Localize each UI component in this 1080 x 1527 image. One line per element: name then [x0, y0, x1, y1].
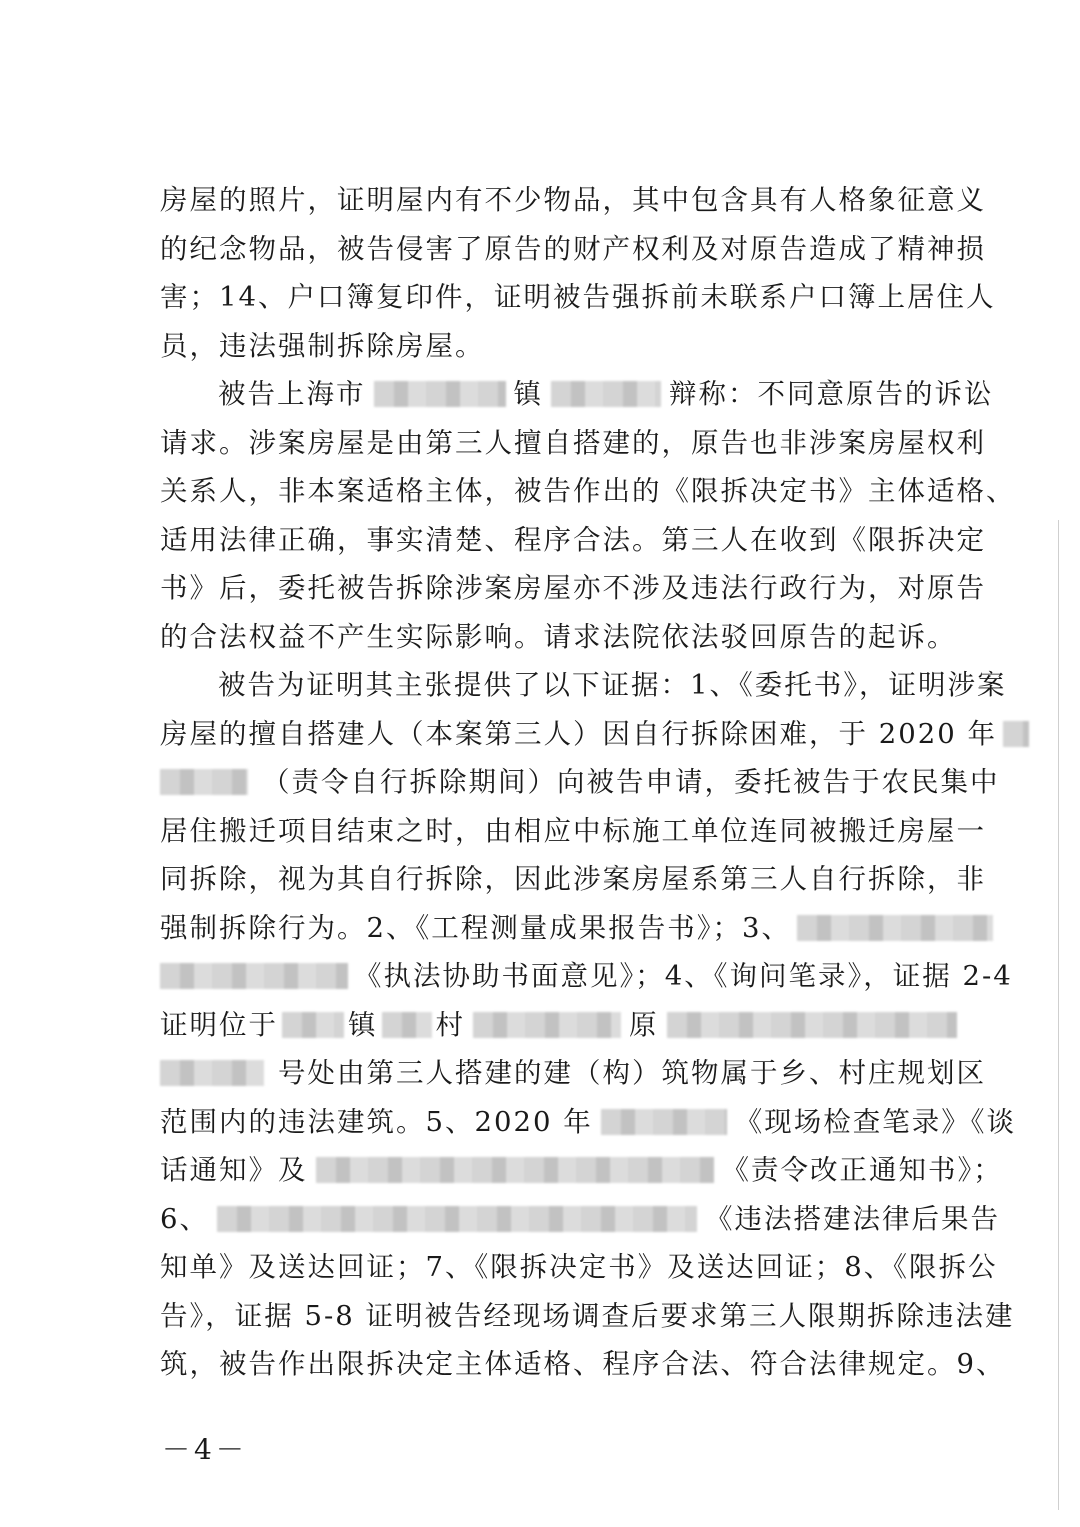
text-line — [160, 1146, 1003, 1195]
redaction-block — [282, 1012, 344, 1038]
page-number: －4－ — [162, 1433, 248, 1466]
paragraph-3 — [160, 661, 1016, 1389]
redaction-block — [473, 1012, 621, 1038]
text-line: 的纪念物品，被告侵害了原告的财产权利及对原告造成了精神损 — [160, 232, 986, 265]
text-line — [160, 758, 1000, 807]
paragraph-1 — [160, 176, 996, 370]
text-line: 知单》及送达回证；7、《限拆决定书》及送达回证；8、《限拆公 — [160, 1251, 998, 1283]
text-line — [160, 710, 997, 759]
text-segment: 镇 — [513, 378, 543, 410]
text-line: 适用法律正确，事实清楚、程序合法。第三人在收到《限拆决定 — [160, 523, 986, 556]
redaction-block — [160, 769, 248, 795]
redaction-block — [551, 381, 661, 407]
text-line — [160, 1098, 1016, 1147]
text-line — [160, 952, 1013, 1001]
text-segment: 被告上海市 — [218, 378, 366, 410]
text-line: 筑，被告作出限拆决定主体适格、程序合法、符合法律规定。9、 — [160, 1348, 1006, 1380]
text-segment: 村 — [435, 1008, 465, 1041]
text-segment: 《违法搭建法律后果告 — [705, 1202, 1000, 1235]
text-line — [160, 1195, 1000, 1244]
text-segment: 话通知》及 — [160, 1154, 308, 1186]
text-segment: 《责令改正通知书》； — [721, 1154, 1003, 1186]
redaction-block — [160, 1060, 264, 1086]
text-segment: 号处由第三人搭建的建（构）筑物属于乡、村庄规划区 — [278, 1057, 986, 1089]
redaction-block — [217, 1206, 697, 1232]
text-line — [160, 904, 972, 953]
text-segment: （责令自行拆除期间）向被告申请，委托被告于农民集中 — [262, 766, 1000, 798]
text-line: 请求。涉案房屋是由第三人擅自搭建的，原告也非涉案房屋权利 — [160, 426, 986, 459]
text-line: 员，违法强制拆除房屋。 — [160, 329, 485, 362]
redaction-block — [374, 381, 506, 407]
text-line: 告》，证据 5-8 证明被告经现场调查后要求第三人限期拆除违法建 — [160, 1299, 1015, 1332]
text-segment: 强制拆除行为。2、《工程测量成果报告书》；3、 — [160, 911, 791, 944]
redaction-block — [667, 1012, 957, 1038]
text-line — [160, 1001, 972, 1050]
redaction-block — [1003, 721, 1029, 747]
scan-edge-divider — [1058, 520, 1059, 1510]
text-line: 害；14、户口簿复印件，证明被告强拆前未联系户口簿上居住人 — [160, 281, 996, 313]
redaction-block — [601, 1109, 727, 1135]
text-line — [160, 1049, 986, 1098]
redaction-block — [316, 1157, 714, 1183]
text-line: 同拆除，视为其自行拆除，因此涉案房屋系第三人自行拆除，非 — [160, 863, 986, 895]
text-segment: 辩称：不同意原告的诉讼 — [669, 378, 994, 410]
text-segment: 房屋的擅自搭建人（本案第三人）因自行拆除困难，于 2020 年 — [160, 717, 997, 750]
redaction-block — [160, 963, 348, 989]
text-segment: 《执法协助书面意见》；4、《询问笔录》，证据 2-4 — [354, 960, 1013, 992]
text-line: 书》后，委托被告拆除涉案房屋亦不涉及违法行政行为，对原告 — [160, 572, 986, 604]
text-segment: 证明位于 — [160, 1008, 278, 1041]
text-line: 居住搬迁项目结束之时，由相应中标施工单位连同被搬迁房屋一 — [160, 814, 986, 847]
paragraph-2 — [160, 370, 1016, 661]
text-line: 被告为证明其主张提供了以下证据：1、《委托书》，证明涉案 — [218, 669, 1007, 701]
text-line: 的合法权益不产生实际影响。请求法院依法驳回原告的起诉。 — [160, 620, 957, 653]
document-body — [160, 176, 1016, 1389]
text-line: 关系人，非本案适格主体，被告作出的《限拆决定书》主体适格、 — [160, 475, 1016, 507]
redaction-block — [797, 915, 993, 941]
redaction-block — [382, 1012, 432, 1038]
text-segment: 镇 — [348, 1008, 378, 1041]
text-segment: 原 — [629, 1008, 659, 1041]
text-segment: 6、 — [160, 1202, 209, 1235]
text-segment: 《现场检查笔录》《谈 — [734, 1105, 1016, 1138]
text-line — [160, 370, 994, 419]
text-segment: 范围内的违法建筑。5、2020 年 — [160, 1105, 593, 1138]
text-line: 房屋的照片，证明屋内有不少物品，其中包含具有人格象征意义 — [160, 184, 986, 216]
